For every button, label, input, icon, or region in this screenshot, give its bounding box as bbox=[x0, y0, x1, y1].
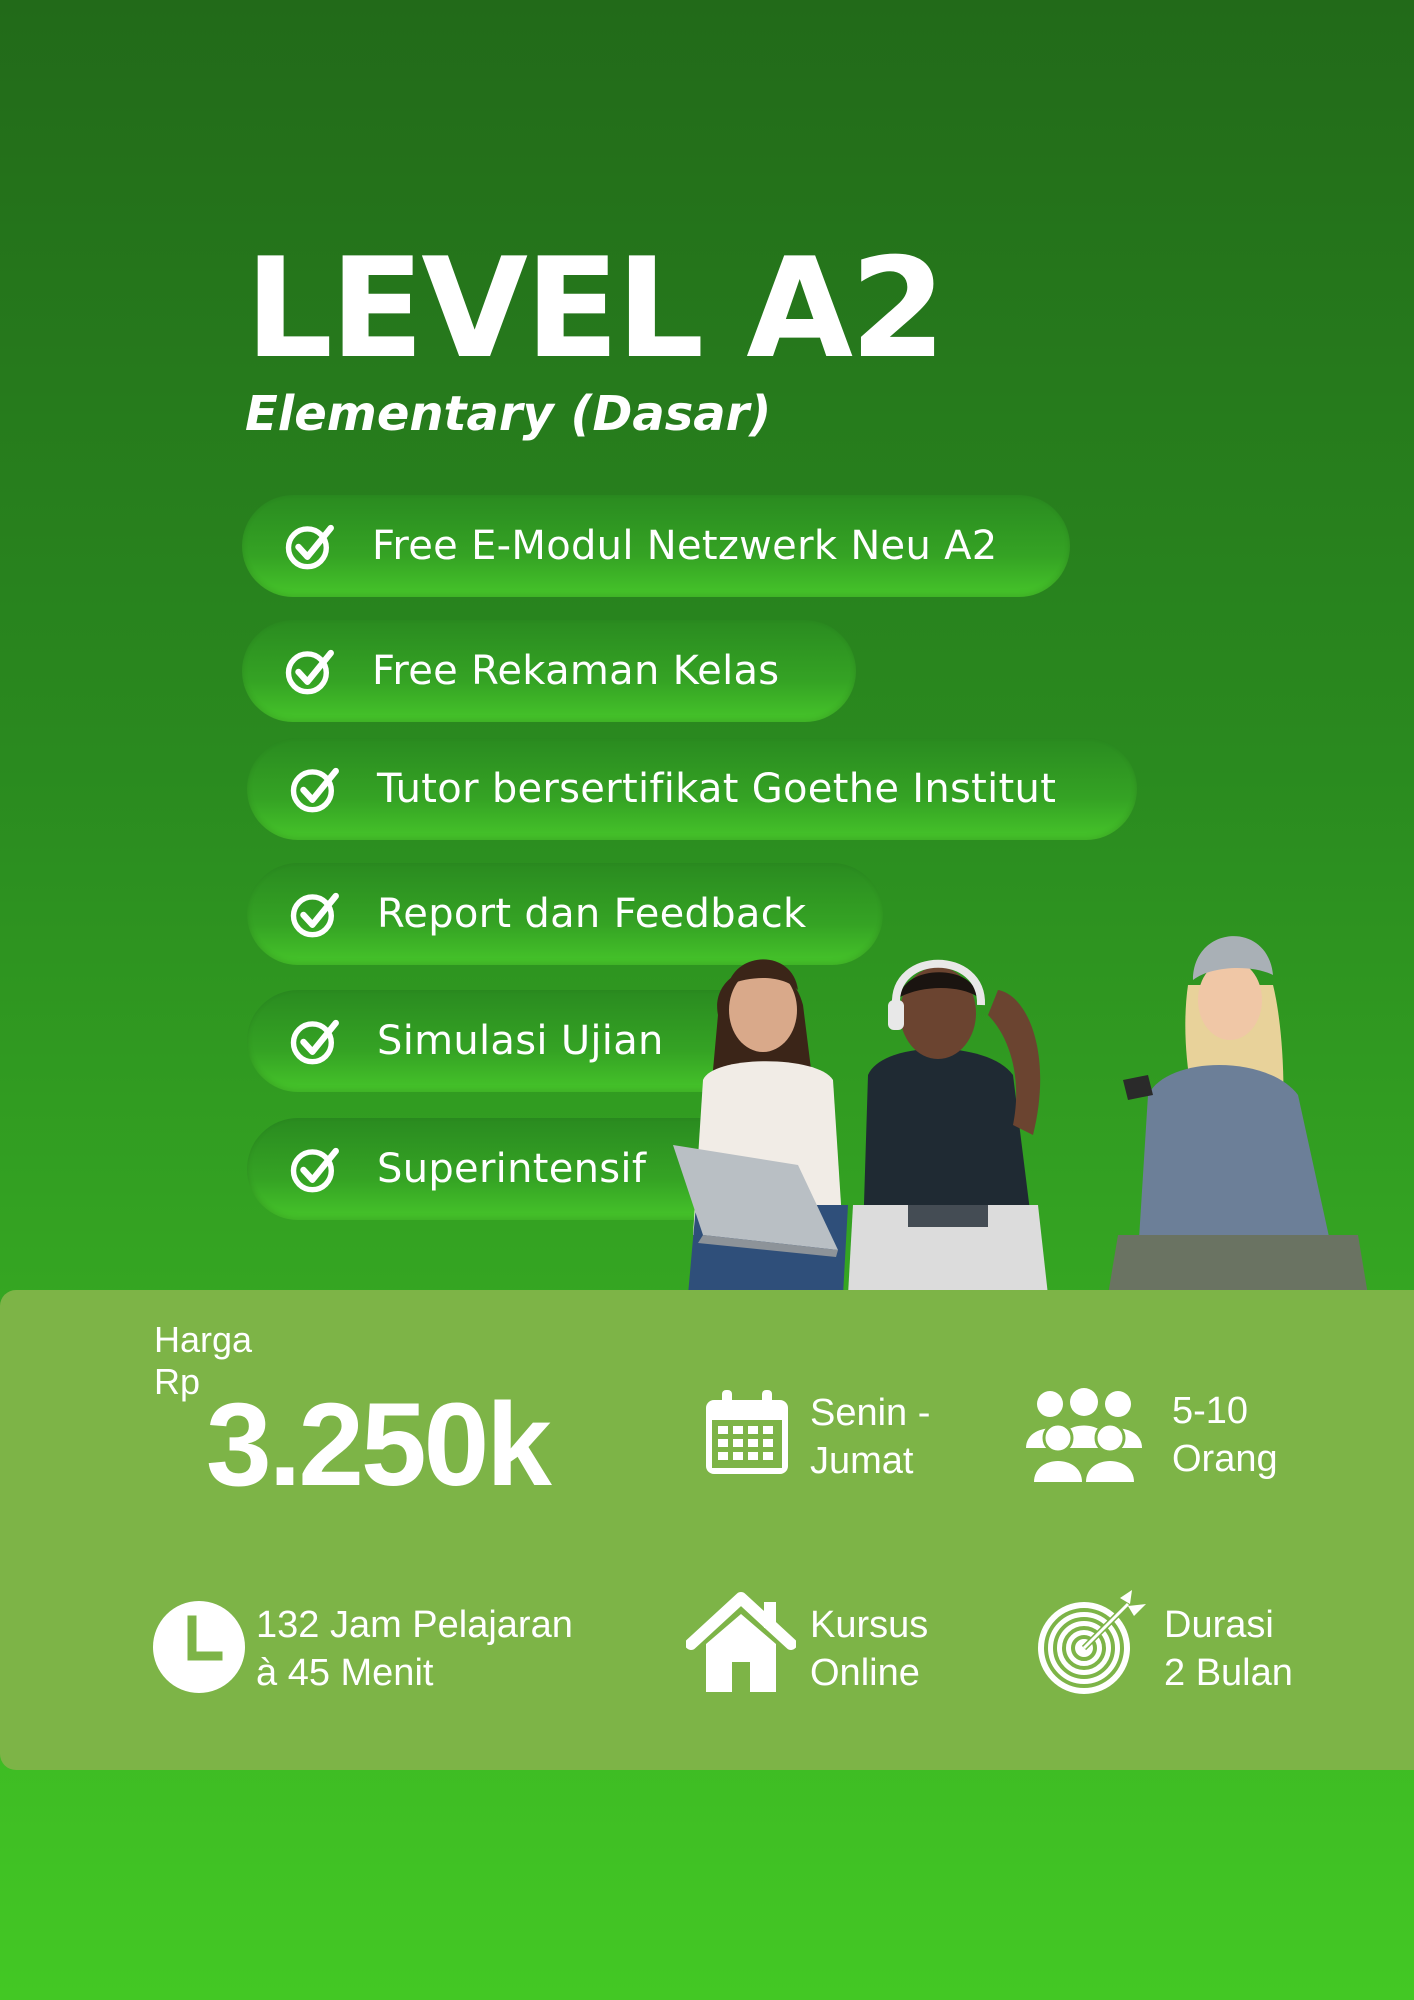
hours-text: 132 Jam Pelajaran à 45 Menit bbox=[256, 1604, 573, 1694]
price-currency: Rp bbox=[154, 1361, 201, 1402]
check-circle-icon bbox=[284, 519, 338, 573]
group-size-text: 5-10 Orang bbox=[1172, 1390, 1278, 1480]
schedule-text: Senin - Jumat bbox=[810, 1392, 931, 1482]
home-icon bbox=[686, 1592, 796, 1694]
page-title: LEVEL A2 bbox=[245, 228, 944, 389]
student-woman-beanie bbox=[1108, 936, 1368, 1295]
feature-label: Free E-Modul Netzwerk Neu A2 bbox=[372, 523, 998, 569]
feature-label: Report dan Feedback bbox=[377, 891, 807, 937]
page-subtitle: Elementary (Dasar) bbox=[245, 386, 772, 442]
student-woman-laptop bbox=[673, 959, 848, 1295]
check-circle-icon bbox=[289, 762, 343, 816]
duration-text: Durasi 2 Bulan bbox=[1164, 1604, 1293, 1694]
feature-label: Tutor bersertifikat Goethe Institut bbox=[377, 766, 1057, 812]
price-label: Harga bbox=[154, 1319, 253, 1360]
feature-label: Simulasi Ujian bbox=[377, 1018, 664, 1064]
mode-text: Kursus Online bbox=[810, 1604, 929, 1694]
feature-item-rekaman bbox=[242, 620, 856, 722]
clock-icon bbox=[152, 1600, 246, 1694]
feature-label: Superintensif bbox=[377, 1146, 647, 1192]
calendar-icon bbox=[700, 1386, 794, 1480]
check-circle-icon bbox=[284, 644, 338, 698]
header bbox=[245, 228, 944, 442]
feature-label: Free Rekaman Kelas bbox=[372, 648, 780, 694]
group-icon bbox=[1018, 1386, 1150, 1482]
student-man-headphones bbox=[848, 964, 1048, 1295]
price-value: 3.250k bbox=[206, 1379, 549, 1511]
info-panel bbox=[0, 1290, 1414, 1770]
feature-item-emodul bbox=[242, 495, 1070, 597]
feature-item-tutor bbox=[247, 738, 1137, 840]
check-circle-icon bbox=[289, 1014, 343, 1068]
students-photo bbox=[668, 905, 1388, 1295]
target-icon bbox=[1036, 1588, 1148, 1696]
check-circle-icon bbox=[289, 1142, 343, 1196]
check-circle-icon bbox=[289, 887, 343, 941]
